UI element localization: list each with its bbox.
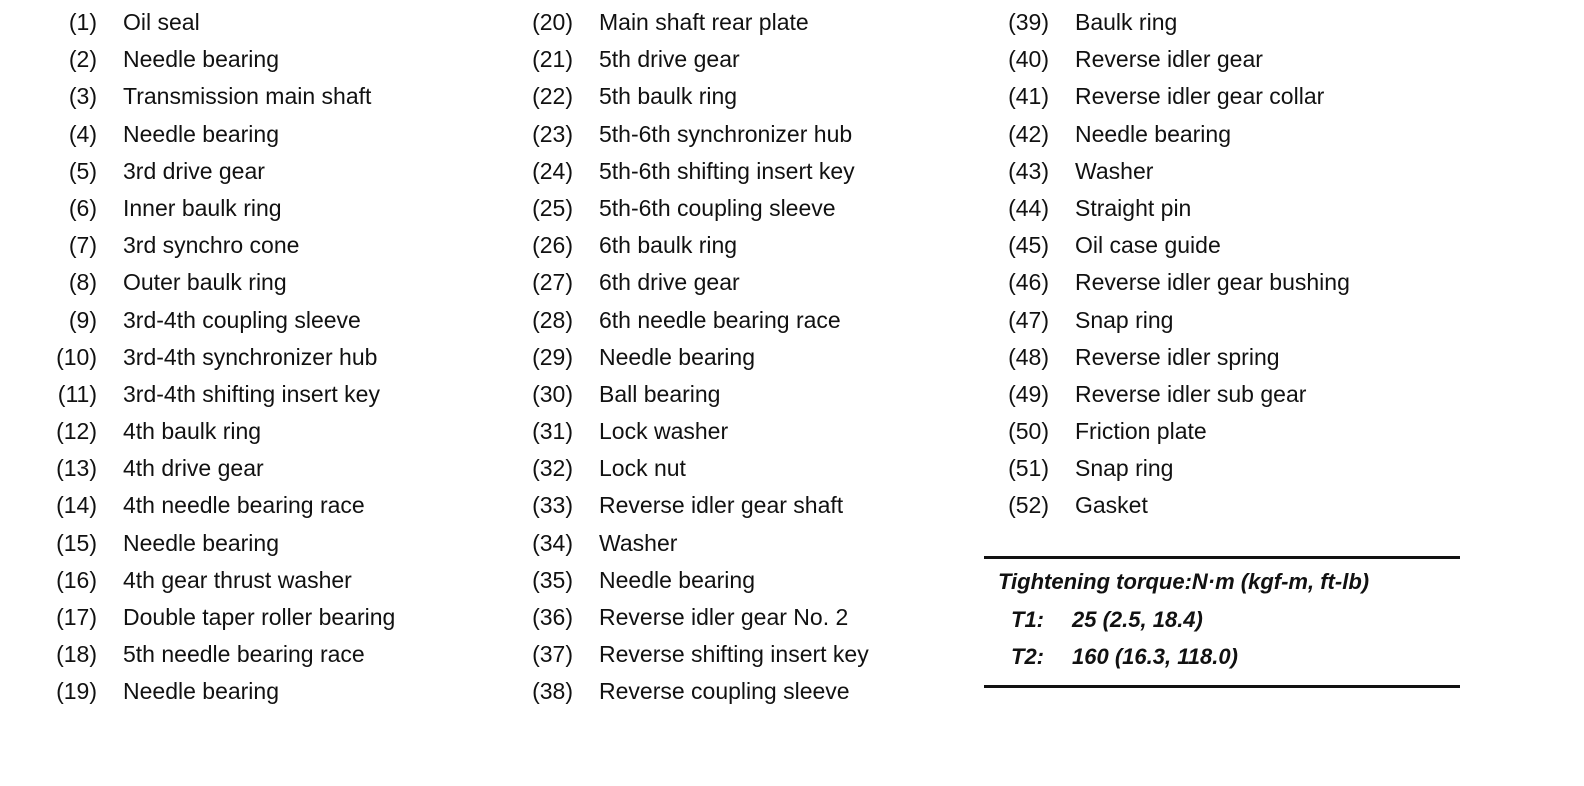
part-name: Needle bearing [123, 120, 280, 147]
part-number: (41) [1008, 83, 1049, 110]
torque-title: Tightening torque:N·m (kgf-m, ft-lb) [998, 569, 1370, 594]
part-name: Friction plate [1075, 418, 1207, 445]
part-number: (35) [532, 566, 573, 593]
part-list-item [1002, 153, 1350, 190]
part-list-item [526, 525, 869, 562]
part-list-item [1002, 413, 1350, 450]
part-list-item [50, 41, 395, 78]
part-number: (40) [1008, 46, 1049, 73]
part-number: (12) [56, 418, 97, 445]
part-number: (43) [1008, 157, 1049, 184]
part-number: (28) [532, 306, 573, 333]
part-name: Reverse idler gear [1075, 46, 1263, 73]
part-number: (11) [57, 380, 97, 407]
part-number: (51) [1008, 455, 1049, 482]
part-name: Outer baulk ring [123, 269, 287, 296]
part-number: (16) [56, 566, 97, 593]
part-list-item [526, 153, 869, 190]
part-name: 3rd-4th shifting insert key [123, 380, 380, 407]
part-list-item [50, 190, 395, 227]
part-name: Transmission main shaft [123, 83, 372, 110]
part-name: 5th-6th coupling sleeve [599, 194, 836, 221]
part-name: Needle bearing [123, 529, 280, 556]
part-number: (38) [532, 678, 573, 705]
part-number: (49) [1008, 380, 1049, 407]
part-name: 4th needle bearing race [123, 492, 365, 519]
part-name: Reverse shifting insert key [599, 641, 869, 668]
part-number: (30) [532, 380, 573, 407]
part-number: (10) [56, 343, 97, 370]
part-name: 3rd-4th coupling sleeve [123, 306, 361, 333]
part-name: Washer [599, 529, 678, 556]
part-number: (23) [532, 120, 573, 147]
part-name: Needle bearing [123, 46, 280, 73]
part-number: (19) [56, 678, 97, 705]
part-list-item [526, 599, 869, 636]
part-name: Snap ring [1075, 306, 1174, 333]
parts-column-2 [526, 4, 869, 711]
part-list-item [50, 376, 395, 413]
part-name: Reverse idler gear No. 2 [599, 604, 849, 630]
part-list-item [526, 636, 869, 673]
part-name: Reverse idler spring [1075, 343, 1280, 370]
part-number: (50) [1008, 418, 1049, 445]
torque-value: 160 (16.3, 118.0) [1072, 644, 1238, 669]
part-number: (13) [56, 455, 97, 482]
part-number: (21) [532, 46, 573, 73]
part-number: (33) [532, 492, 573, 519]
part-number: (20) [532, 9, 573, 35]
tightening-torque-box [984, 556, 1460, 688]
part-number: (2) [68, 46, 97, 73]
part-name: 4th gear thrust washer [123, 566, 352, 593]
part-number: (47) [1008, 306, 1049, 333]
part-list-item [526, 487, 869, 524]
part-number: (18) [56, 641, 97, 668]
part-name: Double taper roller bearing [123, 604, 396, 630]
part-list-item [526, 190, 869, 227]
torque-label: T1: [1011, 607, 1044, 632]
part-list-item [526, 302, 869, 339]
torque-row-t2 [984, 638, 1460, 675]
part-number: (48) [1008, 343, 1049, 370]
part-list-item [1002, 116, 1350, 153]
parts-column-1 [50, 4, 395, 711]
part-number: (1) [68, 9, 97, 35]
part-name: Reverse idler sub gear [1075, 380, 1307, 407]
part-name: Inner baulk ring [123, 194, 282, 221]
parts-column-3 [1002, 4, 1350, 525]
part-list-item [50, 562, 395, 599]
part-name: Baulk ring [1075, 9, 1178, 35]
part-list-item [50, 78, 395, 115]
part-name: Needle bearing [1075, 120, 1232, 147]
part-list-item [1002, 376, 1350, 413]
part-list-item [50, 450, 395, 487]
part-name: Washer [1075, 157, 1154, 184]
part-list-item [50, 4, 395, 41]
part-number: (52) [1008, 492, 1049, 519]
part-number: (24) [532, 157, 573, 184]
part-list-item [1002, 487, 1350, 524]
part-list-item [526, 116, 869, 153]
part-list-item [1002, 227, 1350, 264]
part-list-item [50, 227, 395, 264]
part-number: (45) [1008, 232, 1049, 259]
part-list-item [1002, 264, 1350, 301]
part-name: 3rd drive gear [123, 157, 265, 184]
part-name: Gasket [1075, 492, 1148, 519]
part-name: Ball bearing [599, 380, 721, 407]
part-list-item [526, 376, 869, 413]
part-list-item [1002, 302, 1350, 339]
part-list-item [50, 525, 395, 562]
part-number: (46) [1008, 269, 1049, 296]
part-number: (4) [68, 120, 97, 147]
part-list-item [50, 487, 395, 524]
part-number: (31) [532, 418, 573, 445]
part-name: Needle bearing [123, 678, 280, 705]
part-list-item [526, 673, 869, 710]
part-name: 6th drive gear [599, 269, 740, 296]
part-name: Needle bearing [599, 343, 756, 370]
part-list-item [50, 413, 395, 450]
part-list-item [50, 339, 395, 376]
part-name: Snap ring [1075, 455, 1174, 482]
part-name: 4th baulk ring [123, 418, 262, 445]
part-list-item [50, 599, 395, 636]
part-name: 3rd synchro cone [123, 232, 300, 259]
part-name: 3rd-4th synchronizer hub [123, 343, 378, 370]
part-number: (5) [68, 157, 97, 184]
part-number: (37) [532, 641, 573, 668]
part-list-item [526, 339, 869, 376]
part-name: 6th needle bearing race [599, 306, 841, 333]
part-list-item [1002, 450, 1350, 487]
part-number: (36) [532, 604, 573, 630]
part-list-item [526, 78, 869, 115]
part-name: Reverse idler gear shaft [599, 492, 844, 519]
part-name: Reverse idler gear collar [1075, 83, 1325, 110]
part-name: 5th drive gear [599, 46, 740, 73]
part-number: (14) [56, 492, 97, 519]
part-name: 5th-6th synchronizer hub [599, 120, 853, 147]
part-number: (17) [56, 604, 97, 630]
part-name: Reverse idler gear bushing [1075, 269, 1350, 296]
part-number: (42) [1008, 120, 1049, 147]
part-name: 5th-6th shifting insert key [599, 157, 855, 184]
part-number: (32) [532, 455, 573, 482]
part-name: 5th baulk ring [599, 83, 738, 110]
part-number: (15) [56, 529, 97, 556]
part-list-item [526, 450, 869, 487]
part-list-item [526, 4, 869, 41]
part-number: (3) [68, 83, 97, 110]
torque-label: T2: [1011, 644, 1044, 669]
part-list-item [1002, 4, 1350, 41]
part-list-item [50, 302, 395, 339]
part-number: (39) [1008, 9, 1049, 35]
part-number: (44) [1008, 194, 1049, 221]
part-list-item [526, 41, 869, 78]
part-number: (9) [68, 306, 97, 333]
part-name: 4th drive gear [123, 455, 264, 482]
part-number: (26) [532, 232, 573, 259]
part-number: (27) [532, 269, 573, 296]
part-list-item [1002, 339, 1350, 376]
part-name: Lock nut [599, 455, 686, 482]
part-name: Straight pin [1075, 194, 1192, 221]
part-name: 5th needle bearing race [123, 641, 365, 668]
part-number: (22) [532, 83, 573, 110]
part-name: Lock washer [599, 418, 729, 445]
part-name: Reverse coupling sleeve [599, 678, 850, 705]
part-number: (29) [532, 343, 573, 370]
part-list-item [50, 673, 395, 710]
part-list-item [50, 153, 395, 190]
part-name: 6th baulk ring [599, 232, 738, 259]
part-list-item [526, 413, 869, 450]
part-list-item [1002, 190, 1350, 227]
part-list-item [50, 264, 395, 301]
part-name: Oil case guide [1075, 232, 1221, 259]
part-name: Oil seal [123, 9, 200, 35]
part-number: (7) [68, 232, 97, 259]
part-list-item [526, 562, 869, 599]
part-name: Needle bearing [599, 566, 756, 593]
part-list-item [1002, 78, 1350, 115]
torque-value: 25 (2.5, 18.4) [1072, 607, 1203, 632]
part-number: (34) [532, 529, 573, 556]
part-list-item [1002, 41, 1350, 78]
part-list-item [50, 636, 395, 673]
part-name: Main shaft rear plate [599, 9, 809, 35]
part-list-item [526, 264, 869, 301]
part-number: (6) [68, 194, 97, 221]
part-number: (25) [532, 194, 573, 221]
part-list-item [50, 116, 395, 153]
torque-row-t1 [984, 601, 1460, 638]
part-list-item [526, 227, 869, 264]
part-number: (8) [68, 269, 97, 296]
